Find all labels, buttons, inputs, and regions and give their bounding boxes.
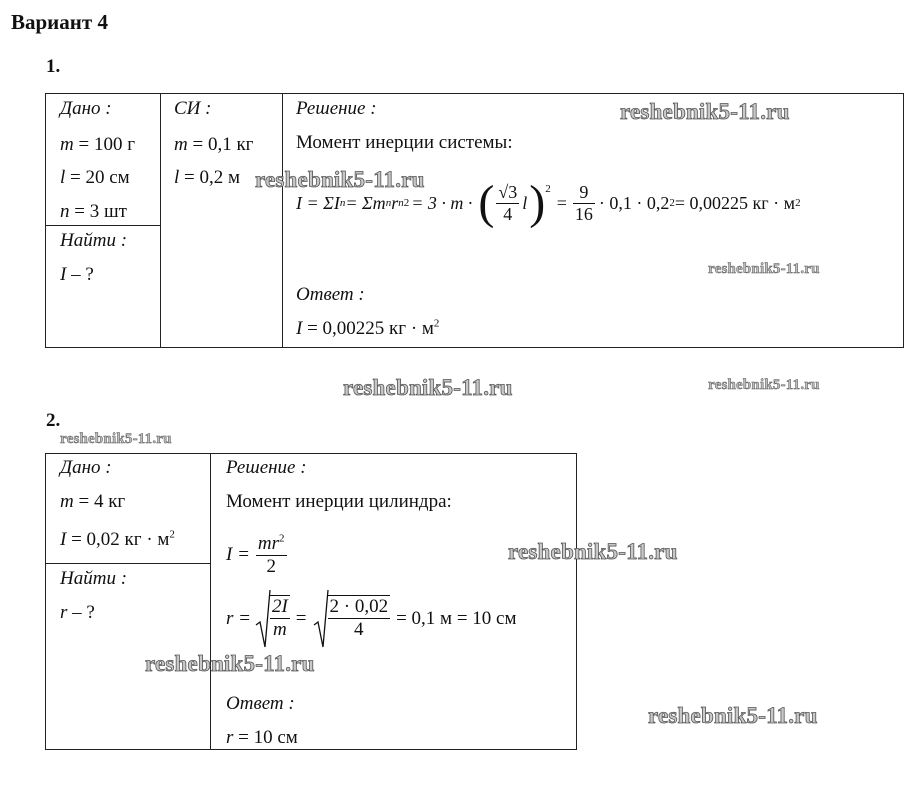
p2-divider-given-solution bbox=[210, 453, 211, 750]
p2-answer-heading: Ответ : bbox=[226, 693, 295, 714]
p1-find-heading: Найти : bbox=[60, 230, 128, 251]
p2-formula-1: I = $\frac{mr^2}{2}$ bbox=[226, 532, 285, 577]
p2-answer-value: r = 10 см bbox=[226, 727, 298, 748]
p2-solution-text: Момент инерции цилиндра: bbox=[226, 491, 452, 512]
p2-given-inertia: I = 0,02 кг · $м^2$ bbox=[60, 528, 175, 550]
p1-given-count: n = 3 шт bbox=[60, 201, 127, 222]
p1-si-heading: СИ : bbox=[174, 98, 212, 119]
p2-given-mass: m = 4 кг bbox=[60, 491, 126, 512]
p1-divider-given-find bbox=[45, 225, 161, 226]
watermark: reshebnik5-11.ru bbox=[343, 375, 513, 400]
p2-find-value: r – ? bbox=[60, 602, 95, 623]
watermark: reshebnik5-11.ru bbox=[708, 261, 820, 277]
p1-given-length: l = 20 см bbox=[60, 167, 130, 188]
watermark: reshebnik5-11.ru bbox=[620, 99, 790, 124]
page-title: Вариант 4 bbox=[11, 10, 108, 34]
p1-equation: I = ΣI n = Σm n r n 2 = 3 · m · ( $\frac{√3}{4}$ l ) $^2$ = $\frac{9}{16}$ · 0,1 · 0,2 2 = 0,00225 кг · м 2 bbox=[296, 176, 801, 229]
p2-solution-heading: Решение : bbox=[226, 457, 307, 478]
watermark: reshebnik5-11.ru bbox=[708, 377, 820, 393]
p1-divider-si-solution bbox=[282, 93, 283, 348]
watermark: reshebnik5-11.ru bbox=[255, 167, 425, 192]
watermark: reshebnik5-11.ru bbox=[145, 651, 315, 676]
p1-given-heading: Дано : bbox=[60, 98, 112, 119]
p1-divider-given-si bbox=[160, 93, 161, 348]
p1-answer-value: I = 0,00225 кг · $м^2$ bbox=[296, 317, 440, 339]
p1-find-value: I – ? bbox=[60, 264, 94, 285]
p2-given-heading: Дано : bbox=[60, 457, 112, 478]
sqrt-sign-icon bbox=[255, 589, 271, 649]
p1-answer-heading: Ответ : bbox=[296, 284, 365, 305]
p1-si-length: l = 0,2 м bbox=[174, 167, 241, 188]
p2-divider-given-find bbox=[45, 563, 211, 564]
p1-given-mass: m = 100 г bbox=[60, 134, 135, 155]
p1-si-mass: m = 0,1 кг bbox=[174, 134, 254, 155]
watermark: reshebnik5-11.ru bbox=[508, 539, 678, 564]
p2-formula-2: r = $\frac{2I}{m}$ = $\frac{2 \cdot 0,02}{4}$ = 0,1 м = 10 см bbox=[226, 588, 517, 650]
problem-2-number: 2. bbox=[46, 410, 61, 431]
p1-solution-text: Момент инерции системы: bbox=[296, 132, 513, 153]
p1-solution-heading: Решение : bbox=[296, 98, 377, 119]
p2-find-heading: Найти : bbox=[60, 568, 128, 589]
problem-1-number: 1. bbox=[46, 56, 61, 77]
sqrt-sign-icon bbox=[313, 589, 329, 649]
watermark: reshebnik5-11.ru bbox=[648, 703, 818, 728]
watermark: reshebnik5-11.ru bbox=[60, 431, 172, 447]
